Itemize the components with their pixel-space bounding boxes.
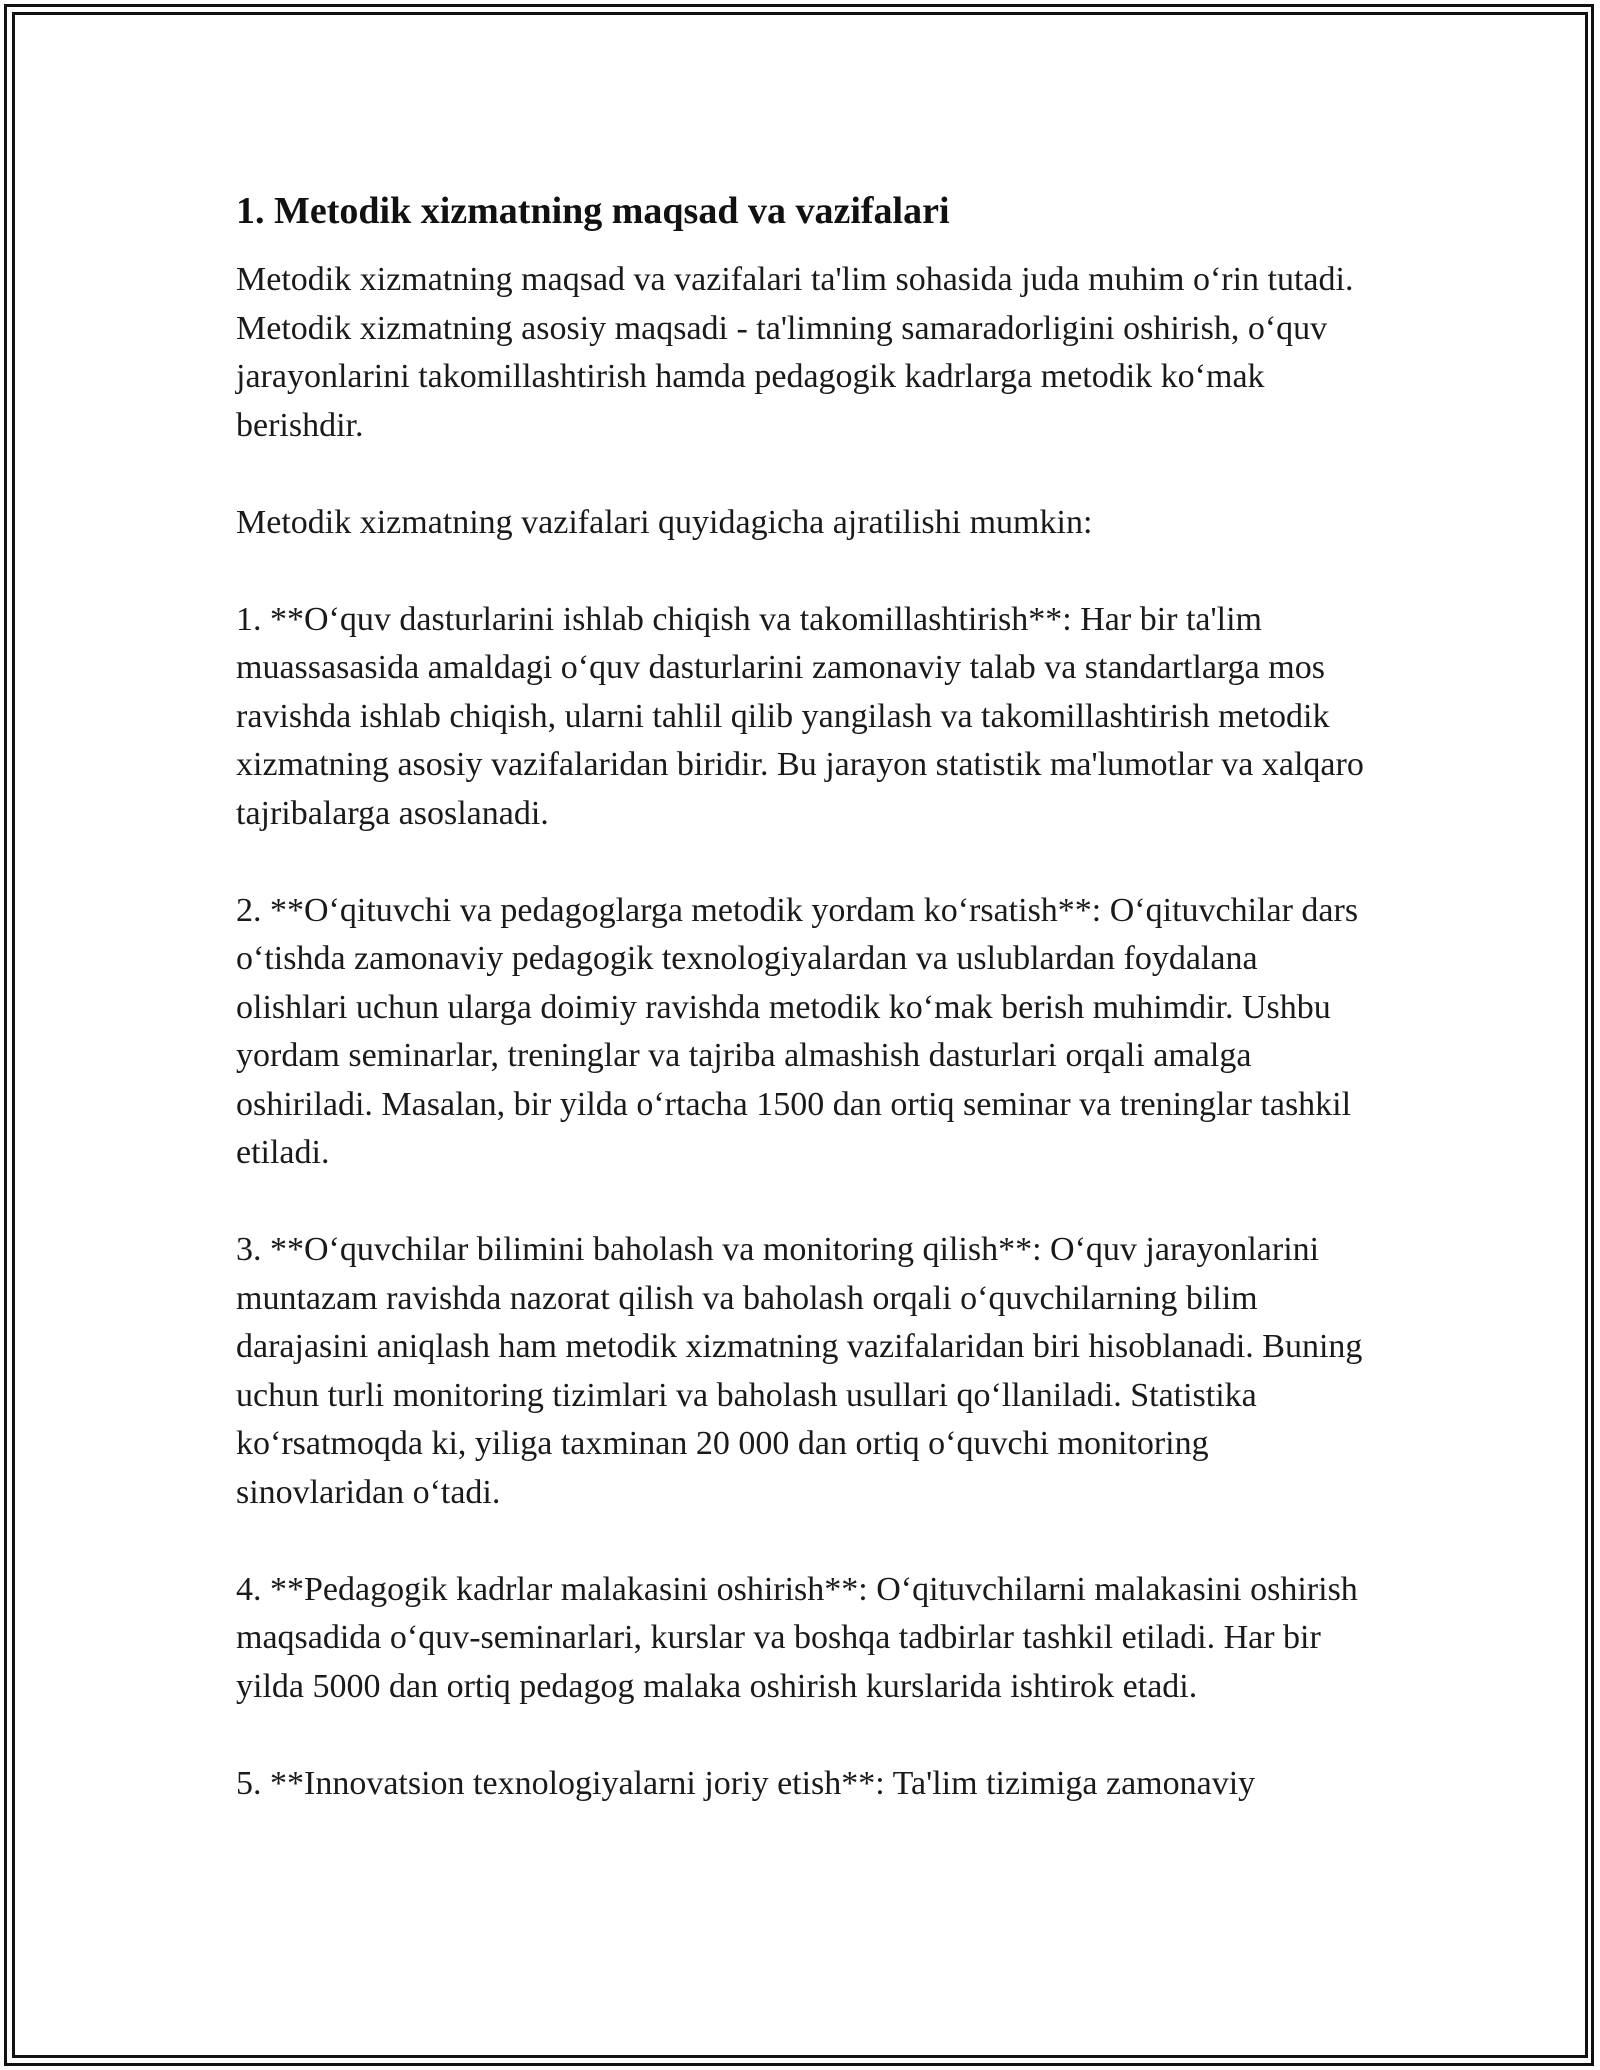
section-heading: 1. Metodik xizmatning maqsad va vazifalari xyxy=(236,190,950,232)
list-item-curriculum: 1. **O‘quv dasturlarini ishlab chiqish va takomillashtirish**: Har bir ta'lim muassasasida amaldagi o‘quv dasturlarini zamonaviy talab va standartlarga mos ravishda ishlab chiqish, ularni tahlil qilib yangilash va takomillashtirish metodik xizmatning asosiy vazifalaridan biridir. Bu jarayon statistik ma'lumotlar va xalqaro tajribalarga asoslanadi. xyxy=(236,600,1364,832)
paragraph-tasks-lead: Metodik xizmatning vazifalari quyidagicha ajratilishi mumkin: xyxy=(236,503,1093,541)
list-item-assessment: 3. **O‘quvchilar bilimini baholash va monitoring qilish**: O‘quv jarayonlarini muntazam ravishda nazorat qilish va baholash orqali o‘quvchilarning bilim darajasini aniqlash ham metodik xizmatning vazifalaridan biri hisoblanadi. Buning uchun turli monitoring tizimlari va baholash usullari qo‘llaniladi. Statistika ko‘rsatmoqda ki, yiliga taxminan 20 000 dan ortiq o‘quvchi monitoring sinovlaridan o‘tadi. xyxy=(236,1231,1363,1511)
list-item-innovation: 5. **Innovatsion texnologiyalarni joriy etish**: Ta'lim tizimiga zamonaviy xyxy=(236,1764,1256,1802)
list-item-teacher-support: 2. **O‘qituvchi va pedagoglarga metodik yordam ko‘rsatish**: O‘qituvchilar dars o‘tishda zamonaviy pedagogik texnologiyalardan va uslublardan foydalana olishlari uchun ularga doimiy ravishda metodik ko‘mak berish muhimdir. Ushbu yordam seminarlar, treninglar va tajriba almashish dasturlari orqali amalga oshiriladi. Masalan, bir yilda o‘rtacha 1500 dan ortiq seminar va treninglar tashkil etiladi. xyxy=(236,891,1359,1171)
paragraph-intro: Metodik xizmatning maqsad va vazifalari ta'lim sohasida juda muhim o‘rin tutadi. Metodik xizmatning asosiy maqsadi - ta'limning samaradorligini oshirish, o‘quv jarayonlarini takomillashtirish hamda pedagogik kadrlarga metodik ko‘mak berishdir. xyxy=(236,261,1354,444)
document-body xyxy=(236,186,1366,1808)
list-item-qualification: 4. **Pedagogik kadrlar malakasini oshirish**: O‘qituvchilarni malakasini oshirish maqsadida o‘quv-seminarlari, kurslar va boshqa tadbirlar tashkil etiladi. Har bir yilda 5000 dan ortiq pedagog malaka oshirish kurslarida ishtirok etadi. xyxy=(236,1570,1358,1705)
